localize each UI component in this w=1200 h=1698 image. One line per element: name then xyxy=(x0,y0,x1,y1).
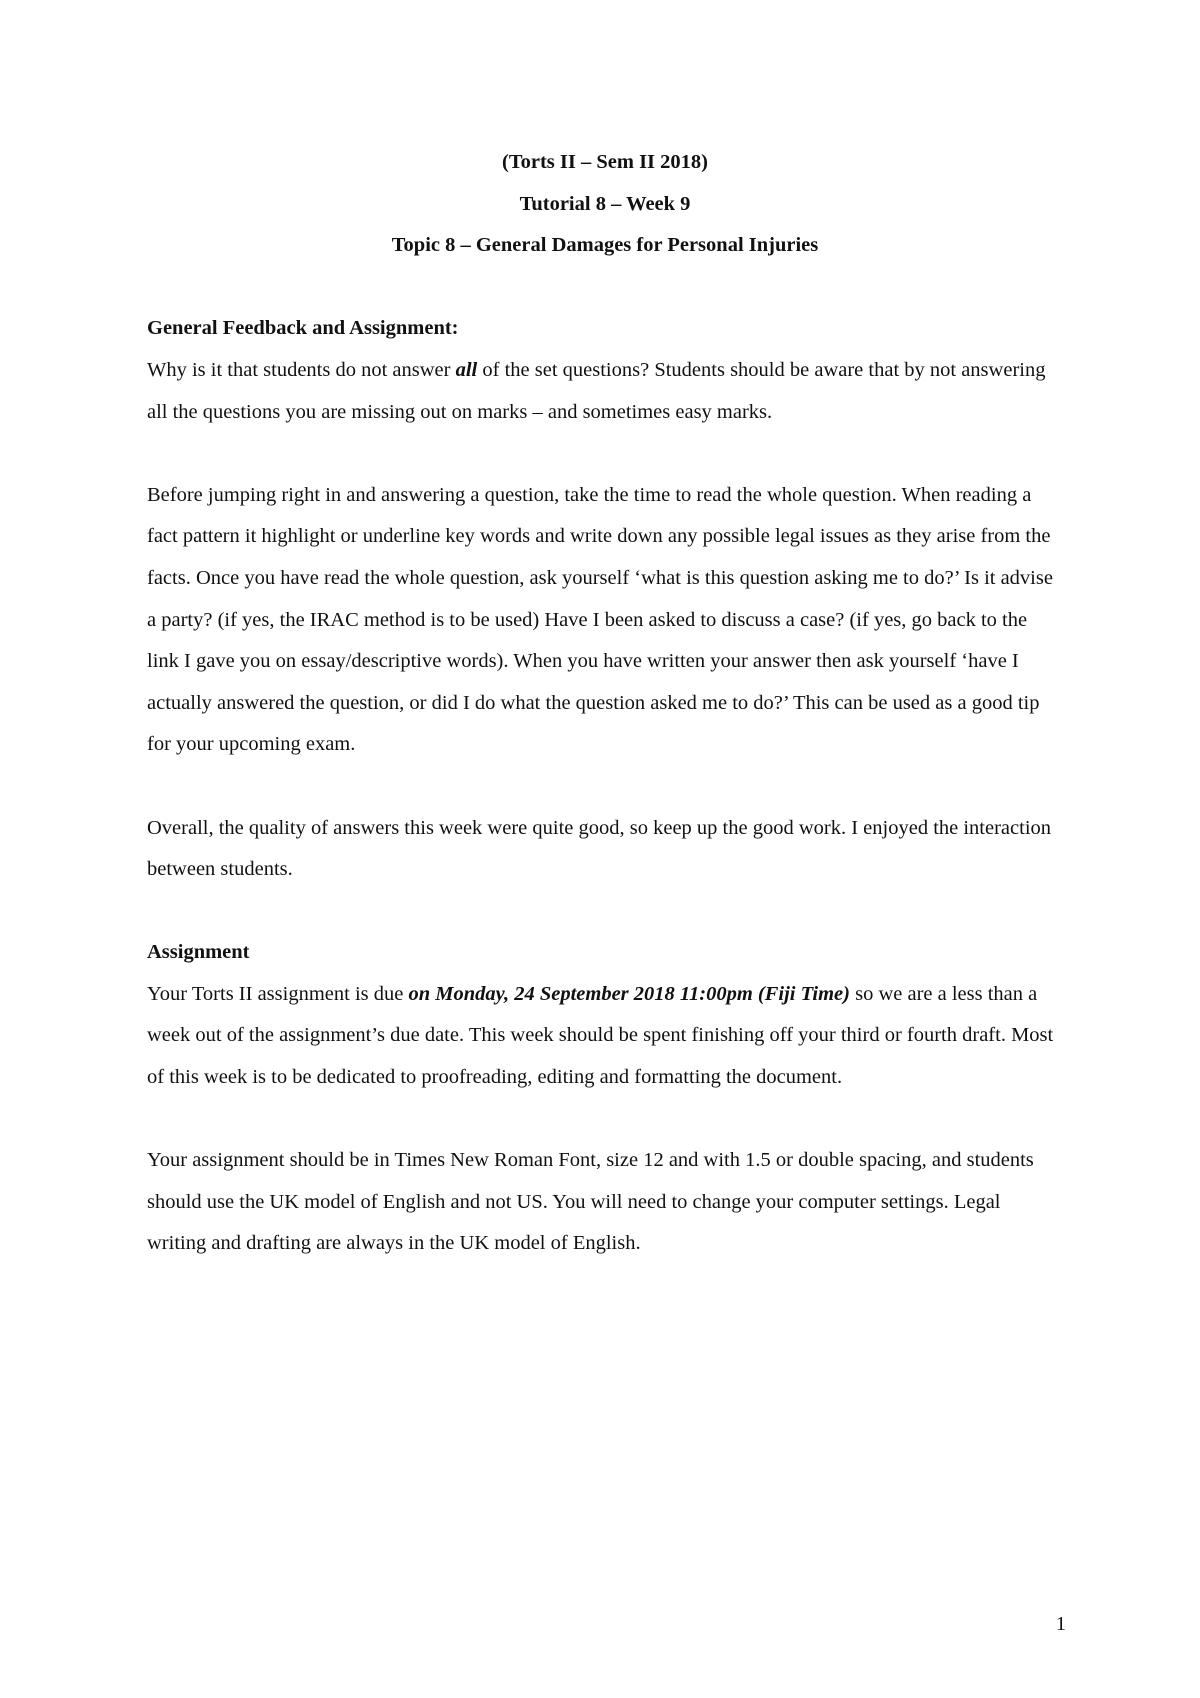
document-body xyxy=(147,142,1063,1265)
feedback-heading: General Feedback and Assignment: xyxy=(147,317,459,340)
due-date-text: on Monday, 24 September 2018 11:00pm (Fiji Time) xyxy=(408,982,850,1005)
feedback-paragraph-1 xyxy=(147,350,1063,433)
text-run: of the set questions? Students should be aware that by not answering all the questions you are missing out on marks – and sometimes easy marks. xyxy=(147,358,1046,423)
text-run: Your Torts II assignment is due xyxy=(147,982,409,1005)
text-run: so we are a less than a week out of the assignment’s due date. This week should be spent finishing off your third or fourth draft. Most of this week is to be dedicated to proofreading, editing and formatting the document. xyxy=(147,982,1054,1089)
spacer xyxy=(147,433,1063,475)
assignment-paragraph-1 xyxy=(147,974,1063,1099)
emphasis-text: all xyxy=(455,358,478,381)
assignment-heading: Assignment xyxy=(147,941,250,964)
spacer xyxy=(147,1099,1063,1141)
spacer xyxy=(147,766,1063,808)
page-number: 1 xyxy=(1055,1613,1066,1635)
tutorial-title: Tutorial 8 – Week 9 xyxy=(519,192,691,215)
feedback-paragraph-3: Overall, the quality of answers this week were quite good, so keep up the good work. I enjoyed the interaction between students. xyxy=(147,816,1052,881)
spacer xyxy=(147,267,1063,309)
course-title: (Torts II – Sem II 2018) xyxy=(502,151,708,173)
feedback-paragraph-2: Before jumping right in and answering a question, take the time to read the whole question. When reading a fact pattern it highlight or underline key words and write down any possible legal issues as they arise from the facts. Once you have read the whole question, ask yourself ‘what is this question asking me to do?’ Is it advise a party? (if yes, the IRAC method is to be used) Have I been asked to discuss a case? (if yes, go back to the link I gave you on essay/descriptive words). When you have written your answer then ask yourself ‘have I actually answered the question, or did I do what the question asked me to do?’ This can be used as a good tip for your upcoming exam. xyxy=(147,483,1053,756)
assignment-paragraph-2: Your assignment should be in Times New Roman Font, size 12 and with 1.5 or double spacing, and students should use the UK model of English and not US. You will need to change your computer settings. Legal writing and drafting are always in the UK model of English. xyxy=(147,1149,1034,1255)
spacer xyxy=(147,891,1063,933)
topic-title: Topic 8 – General Damages for Personal Injuries xyxy=(391,234,819,257)
text-run: Why is it that students do not answer xyxy=(147,358,456,381)
